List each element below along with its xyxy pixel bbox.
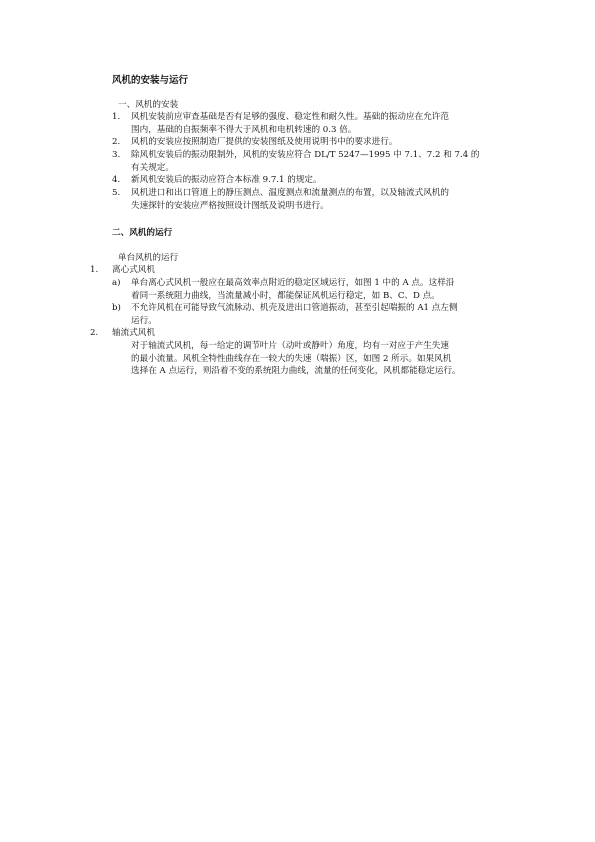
- section-heading-operation: 二、风机的运行: [112, 228, 173, 238]
- subheading-single-fan: 单台风机的运行: [118, 253, 179, 263]
- sublist-item-marker: a): [112, 278, 121, 288]
- list-item-number: 5.: [112, 188, 121, 198]
- text-line: 新风机安装后的振动应符合本标准 9.7.1 的规定。: [131, 175, 322, 185]
- text-line: 对于轴流式风机，每一给定的调节叶片（动叶或静叶）角度，均有一对应于产生失速: [131, 341, 449, 351]
- list-item-number: 2.: [90, 328, 99, 338]
- list-item-text: [131, 136, 509, 149]
- text-line: 单台离心式风机一般应在最高效率点附近的稳定区域运行，如图 1 中的 A 点。这样沿: [131, 278, 455, 288]
- sublist-item-text: [131, 277, 509, 302]
- paragraph-axial-fan: [131, 340, 509, 378]
- text-line: 围内，基础的自振频率不得大于风机和电机转速的 0.3 倍。: [131, 124, 357, 135]
- text-line: 除风机安装后的振动限制外，风机的安装应符合 DL/T 5247—1995 中 7.1、7.2 和 7.4 的: [131, 150, 480, 160]
- list-item-number: 2.: [112, 137, 121, 147]
- list-item-text: [131, 187, 509, 212]
- list-item-number: 1.: [90, 265, 99, 275]
- list-item-number: 3.: [112, 150, 121, 160]
- list-item-number: 4.: [112, 175, 121, 185]
- text-line: 的最小流量。风机全特性曲线存在一较大的失速（喘振）区，如图 2 所示。如果风机: [131, 353, 452, 364]
- text-line: 选择在 A 点运行，则沿着不变的系统阻力曲线，流量的任何变化，风机都能稳定运行。: [131, 366, 461, 377]
- text-line: 风机安装前应审查基础是否有足够的强度、稳定性和耐久性。基础的振动应在允许范: [131, 112, 449, 122]
- text-line: 风机进口和出口管道上的静压测点、温度测点和流量测点的布置，以及轴流式风机的: [131, 188, 449, 198]
- text-line: 运行。: [131, 315, 157, 326]
- list-item-number: 1.: [112, 112, 121, 122]
- text-line: 不允许风机在可能导致气流脉动、机壳及进出口管道振动，甚至引起喘振的 A1 点左侧: [131, 303, 458, 313]
- list-item-label: 轴流式风机: [112, 328, 155, 338]
- document-title: 风机的安装与运行: [112, 75, 189, 86]
- text-line: 着同一系统阻力曲线，当流量减小时，都能保证风机运行稳定，如 B、C、D 点。: [131, 290, 440, 301]
- sublist-item-text: [131, 302, 509, 327]
- section-heading-installation: 一、风机的安装: [118, 100, 179, 110]
- sublist-item-marker: b): [112, 303, 121, 313]
- text-line: 有关规定。: [131, 162, 174, 173]
- list-item-label: 离心式风机: [112, 265, 155, 275]
- text-line: 失速探针的安装应严格按照设计图纸及说明书进行。: [131, 200, 329, 211]
- list-item-text: [131, 111, 509, 136]
- list-item-text: [131, 149, 509, 174]
- text-line: 风机的安装应按照制造厂提供的安装图纸及使用说明书中的要求进行。: [131, 137, 398, 147]
- list-item-text: [131, 174, 509, 187]
